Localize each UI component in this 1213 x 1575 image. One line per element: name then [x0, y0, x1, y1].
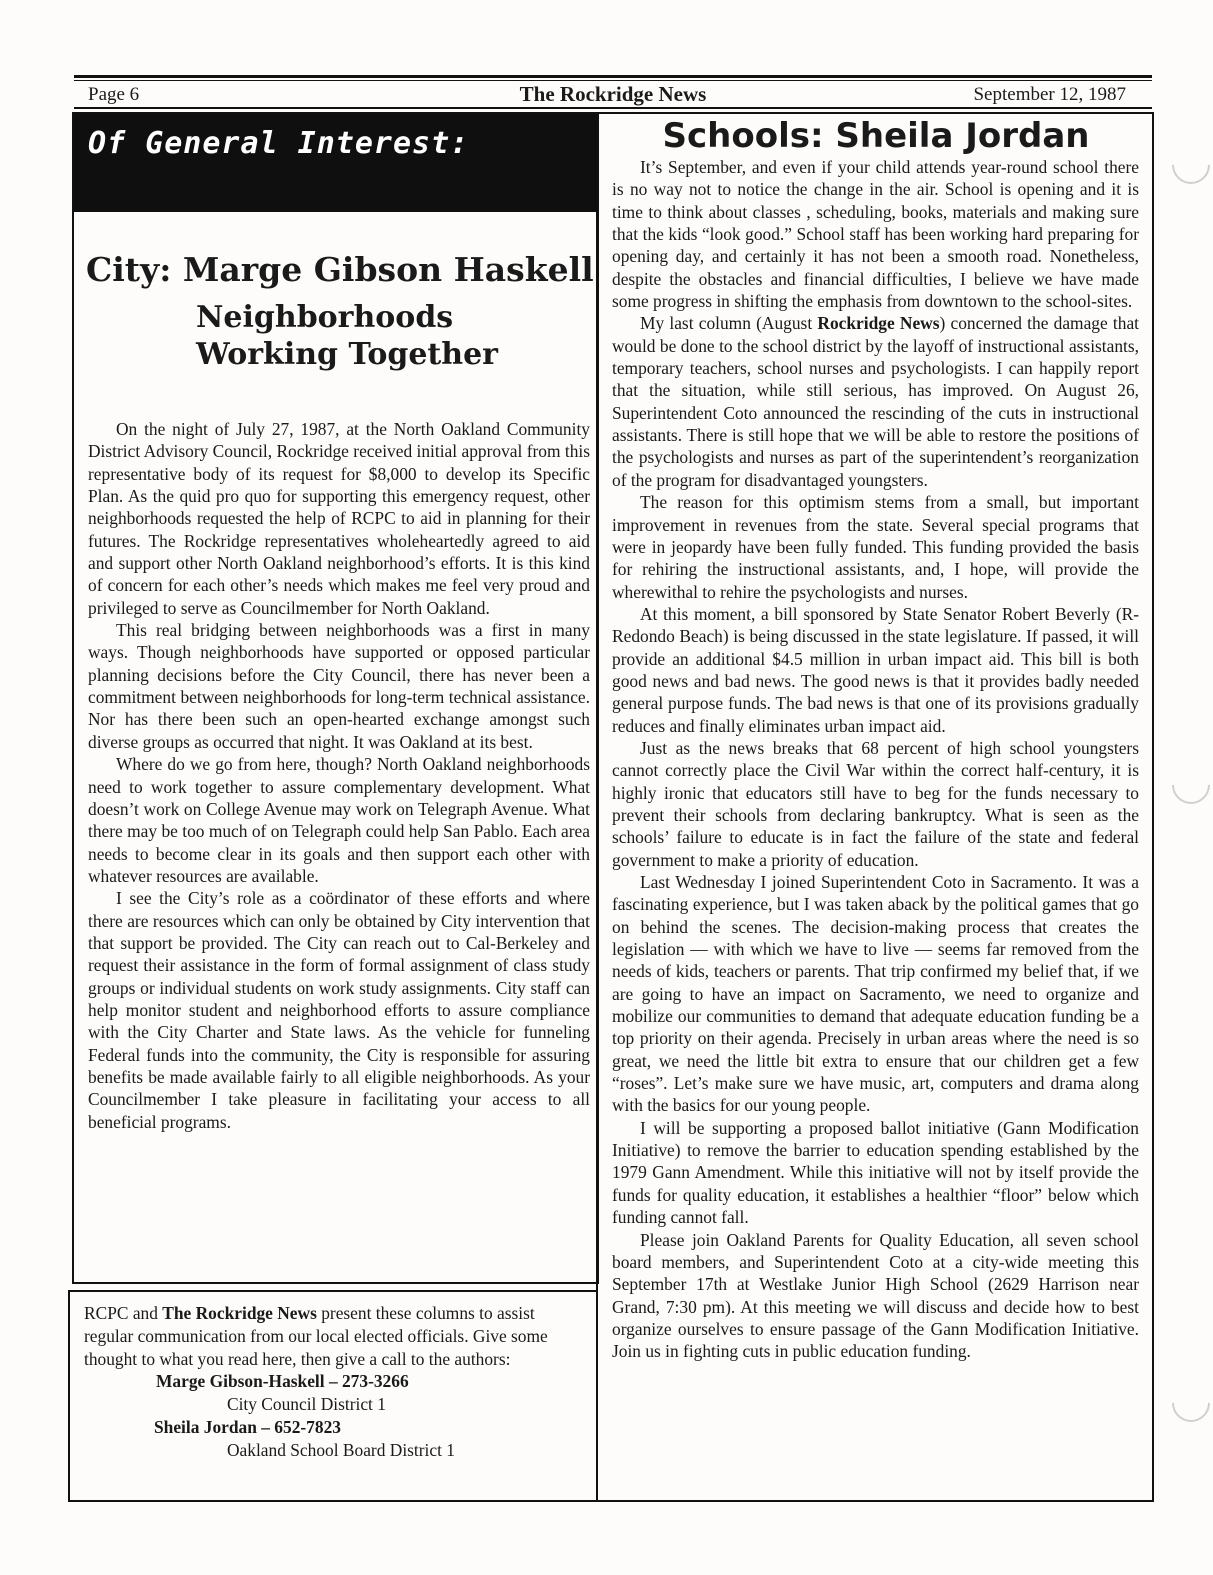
schools-column-headline: Schools: Sheila Jordan — [662, 116, 1090, 156]
body-paragraph: Just as the news breaks that 68 percent of high school youngsters cannot correctly place the Civil War within the correct half-century, it is highly ironic that educators still have to beg for the funds necessary to prevent their schools from declaring bankruptcy. What is seen as the schools’ failure to educate is in fact the failure of the state and federal government to make a priority of education. — [612, 737, 1139, 870]
page-header — [74, 82, 1152, 108]
contact-box — [84, 1302, 581, 1462]
city-column-subhead — [196, 299, 576, 373]
body-paragraph: It’s September, and even if your child attends year-round school there is no way not to notice the change in the air. School is opening and it is time to think about classes , scheduling, books, materials and making sure that the kids “look good.” School staff has been working hard preparing for opening day, and certainly it has not been a smooth road. Nonetheless, despite the obstacles and financial difficulties, I believe we have made some progress in shifting the emphasis from downtown to the school-sites. — [612, 157, 1139, 312]
contact-intro-publication: The Rockridge News — [162, 1303, 317, 1323]
body-paragraph: At this moment, a bill sponsored by State Senator Robert Beverly (R- Redondo Beach) is being discussed in the state legislature. If passed, it will provide an additional $4.5 million in urban impact aid. This bill is both good news and bad news. The good news is that it provides badly needed general purpose funds. The bad news is that one of its provisions gradually reduces and finally eliminates urban impact aid. — [612, 603, 1139, 736]
paragraph-text: ) concerned the damage that would be done to the school district by the layoff of instructional assistants, temporary teachers, school nurses and psychologists. I can happily report that the situation, while still serious, has improved. On August 26, Superintendent Coto announced the rescinding of the cuts in instructional assistants. There is still hope that we will be able to restore the positions of the psychologists and nurses as part of the superintendent’s reorganization of the program for disadvantaged youngsters. — [612, 313, 1140, 490]
subhead-line: Working Together — [196, 337, 498, 372]
body-paragraph: Please join Oakland Parents for Quality Education, all seven school board members, and Superintendent Coto at a city-wide meeting this September 17th at Westlake Junior High School (2629 Harrison near Grand, 7:30 pm). At this meeting we will discuss and decide how to best organize ourselves to ensure passage of the Gann Modification Initiative. Join us in fighting cuts in public education funding. — [612, 1229, 1139, 1362]
contact-name: Sheila Jordan – 652-7823 — [154, 1416, 341, 1437]
contact-intro-text: present these columns to assist regular communication from our local elected officials. Give some thought to what you read here, then give a call to the authors: — [84, 1303, 548, 1369]
paragraph-text: My last column (August — [640, 313, 818, 334]
contact-intro-text: RCPC and — [84, 1303, 163, 1323]
binder-hole-mark — [1164, 1376, 1213, 1430]
subhead-line: Neighborhoods — [196, 300, 454, 335]
issue-date: September 12, 1987 — [973, 84, 1126, 105]
paragraph-emphasis: Rockridge News — [817, 313, 940, 334]
city-column-headline: City: Marge Gibson Haskell — [86, 250, 594, 289]
header-thin-rule — [74, 80, 1152, 81]
body-paragraph: Where do we go from here, though? North Oakland neighborhoods need to work together to assure complementary development. What doesn’t work on College Avenue may work on Telegraph Avenue. What there may be too much of on Telegraph could help San Pablo. Each area needs to become clear in its goals and then support each other with whatever resources are available. — [88, 754, 590, 886]
schools-column-body — [612, 156, 1139, 1363]
header-top-rule — [74, 75, 1152, 78]
city-column-body — [88, 418, 590, 1133]
body-paragraph: The reason for this optimism stems from a small, but important improvement in revenues from the state. Several special programs that were in jeopardy have been fully funded. This funding provided the basis for rehiring the instructional assistants, and, I hope, will provide the wherewithal to rehire the psychologists and nurses. — [612, 492, 1139, 602]
page-number: Page 6 — [88, 84, 140, 105]
contact-intro — [84, 1302, 581, 1370]
body-paragraph: On the night of July 27, 1987, at the North Oakland Community District Advisory Council, Rockridge received initial approval from this representative body of its request for $8,000 to develop its Specific Plan. As the quid pro quo for supporting this emergency request, other neighborhoods requested the help of RCPC to aid in planning for their futures. The Rockridge representatives wholeheartedly agreed to aid and support other North Oakland neighborhood’s efforts. It is this kind of concern for each other’s needs which makes me feel very proud and privileged to serve as Councilmember for North Oakland. — [88, 419, 590, 618]
body-paragraph: This real bridging between neighborhoods was a first in many ways. Though neighborhoods have supported or opposed particular planning decisions before the City Council, there has never been a commitment between neighborhoods for long-term technical assistance. Nor has there been such an open-hearted exchange amongst such diverse groups as occurred that night. It was Oakland at its best. — [88, 620, 590, 752]
contact-name: Marge Gibson-Haskell – 273-3266 — [156, 1371, 409, 1392]
contact-office: City Council District 1 — [227, 1394, 386, 1415]
body-paragraph — [612, 312, 1139, 491]
publication-title: The Rockridge News — [519, 82, 707, 106]
section-banner: Of General Interest: — [74, 114, 597, 212]
body-paragraph: I will be supporting a proposed ballot initiative (Gann Modification Initiative) to remove the barrier to education spending established by the 1979 Gann Amendment. While this initiative will not by itself provide the funds for quality education, it establishes a healthier “floor” below which funding cannot fall. — [612, 1117, 1139, 1228]
binder-hole-mark — [1164, 758, 1213, 812]
body-paragraph: I see the City’s role as a coördinator of these efforts and where there are resources which can only be obtained by City intervention that that support be provided. The City can reach out to Cal-Berkeley and request their assistance in the form of formal assignment of class study groups or individual students on work study assignments. City staff can help monitor student and neighborhood efforts to assure compliance with the City Charter and State laws. As the vehicle for funneling Federal funds into the community, the City is responsible for assuring benefits be made available fairly to all eligible neighborhoods. As your Councilmember I take pleasure in facilitating your access to all beneficial programs. — [88, 888, 590, 1132]
body-paragraph: Last Wednesday I joined Superintendent Coto in Sacramento. It was a fascinating experience, but I was taken aback by the political games that go on behind the scenes. The decision-making process that creates the legislation — with which we have to live — seems far removed from the needs of kids, teachers or parents. That trip confirmed my belief that, if we are going to have an impact on Sacramento, we need to organize and mobilize our communities to demand that adequate education funding be a top priority on their agenda. Precisely in urban areas where the need is so great, we need the little bit extra to ensure that our children get a few “roses”. Let’s make sure we have music, art, computers and drama along with the basics for our young people. — [612, 872, 1139, 1116]
header-bottom-rule — [74, 107, 1152, 109]
contact-office: Oakland School Board District 1 — [227, 1439, 455, 1460]
binder-hole-mark — [1164, 138, 1213, 192]
